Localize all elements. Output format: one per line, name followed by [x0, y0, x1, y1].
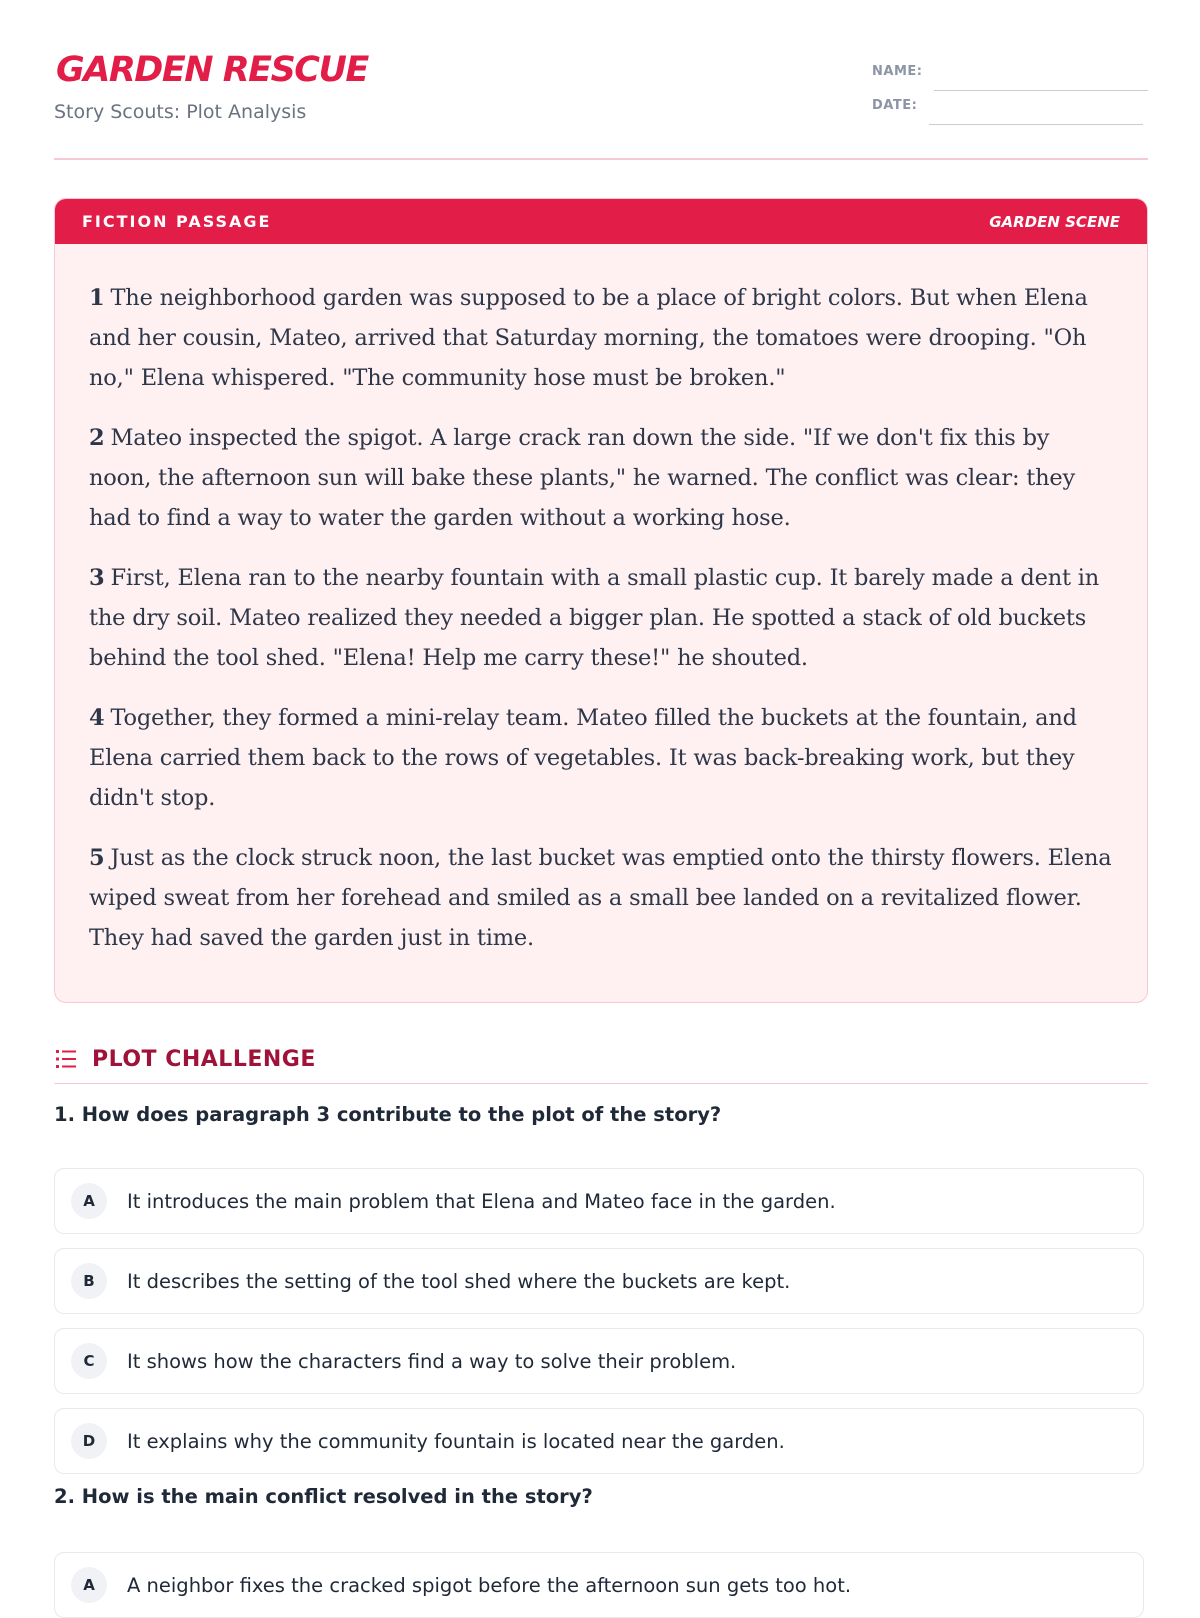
paragraph-number: 3 [89, 565, 105, 591]
question-2-prompt: 2. How is the main conflict resolved in the story? [54, 1485, 593, 1508]
paragraph-3 [89, 558, 1113, 678]
question-1-option-a[interactable] [54, 1168, 1144, 1234]
paragraph-1 [89, 278, 1113, 398]
paragraph-2 [89, 418, 1113, 538]
option-letter-badge: B [71, 1263, 107, 1299]
question-1-option-d[interactable] [54, 1408, 1144, 1474]
option-text: It shows how the characters find a way to solve their problem. [127, 1349, 737, 1373]
option-text: It explains why the community fountain is located near the garden. [127, 1429, 785, 1453]
list-icon [54, 1047, 78, 1071]
fiction-passage-card [54, 198, 1148, 1003]
date-field[interactable] [872, 98, 1143, 113]
worksheet-header [54, 0, 1148, 160]
worksheet-subtitle: Story Scouts: Plot Analysis [54, 101, 307, 123]
question-2-option-a[interactable] [54, 1552, 1144, 1618]
option-letter-badge: A [71, 1567, 107, 1603]
name-field[interactable] [872, 64, 1148, 79]
passage-header-bar [55, 199, 1147, 244]
worksheet-title: GARDEN RESCUE [56, 50, 368, 90]
passage-tag: GARDEN SCENE [989, 212, 1120, 231]
question-1-option-b[interactable] [54, 1248, 1144, 1314]
date-label: DATE: [872, 98, 918, 113]
plot-challenge-header [54, 1035, 1148, 1084]
worksheet-page [54, 0, 1148, 1597]
paragraph-number: 2 [89, 425, 105, 451]
name-label: NAME: [872, 64, 923, 79]
question-1-prompt: 1. How does paragraph 3 contribute to the plot of the story? [54, 1103, 722, 1126]
option-letter-badge: C [71, 1343, 107, 1379]
paragraph-text: The neighborhood garden was supposed to be a place of bright colors. But when Elena and her cousin, Mateo, arrived that Saturday morning, the tomatoes were drooping. "Oh no," Elena whispered. "The community hose must be broken." [89, 285, 1088, 391]
option-text: A neighbor fixes the cracked spigot before the afternoon sun gets too hot. [127, 1573, 852, 1597]
paragraph-number: 4 [89, 705, 105, 731]
section-title: PLOT CHALLENGE [92, 1046, 316, 1072]
name-line[interactable] [934, 89, 1148, 91]
paragraph-text: Together, they formed a mini-relay team. Mateo filled the buckets at the fountain, and Elena carried them back to the rows of vegetables. It was back-breaking work, but they didn't stop. [89, 705, 1077, 811]
option-letter-badge: D [71, 1423, 107, 1459]
paragraph-text: Just as the clock struck noon, the last bucket was emptied onto the thirsty flowers. Elena wiped sweat from her forehead and smiled as a small bee landed on a revitalized flower. They had saved the garden just in time. [89, 845, 1112, 951]
option-text: It describes the setting of the tool shed where the buckets are kept. [127, 1269, 791, 1293]
passage-label: FICTION PASSAGE [82, 212, 272, 231]
paragraph-number: 1 [89, 285, 105, 311]
option-text: It introduces the main problem that Elena and Mateo face in the garden. [127, 1189, 836, 1213]
paragraph-4 [89, 698, 1113, 818]
option-letter-badge: A [71, 1183, 107, 1219]
date-line[interactable] [929, 123, 1143, 125]
question-1-option-c[interactable] [54, 1328, 1144, 1394]
paragraph-number: 5 [89, 845, 105, 871]
paragraph-5 [89, 838, 1113, 958]
passage-body [55, 244, 1147, 958]
paragraph-text: First, Elena ran to the nearby fountain with a small plastic cup. It barely made a dent in the dry soil. Mateo realized they needed a bigger plan. He spotted a stack of old buckets behind the tool shed. "Elena! Help me carry these!" he shouted. [89, 565, 1100, 671]
paragraph-text: Mateo inspected the spigot. A large crack ran down the side. "If we don't fix this by noon, the afternoon sun will bake these plants," he warned. The conflict was clear: they had to find a way to water the garden without a working hose. [89, 425, 1076, 531]
